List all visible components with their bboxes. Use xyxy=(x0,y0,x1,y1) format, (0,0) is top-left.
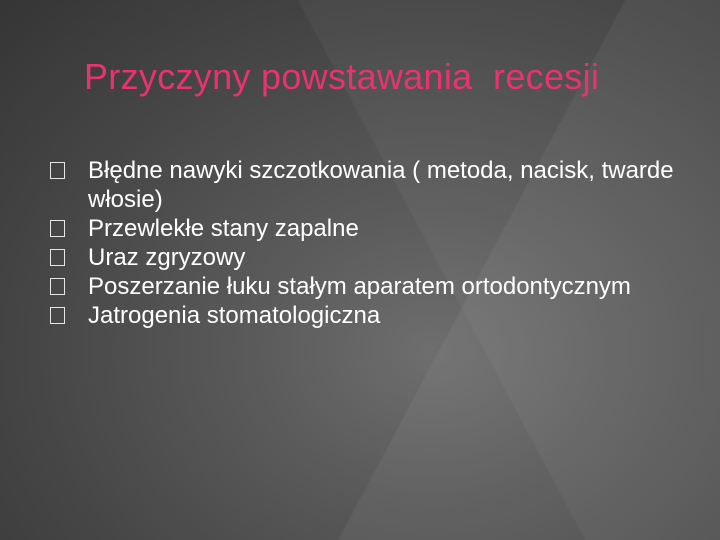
bullet-item xyxy=(50,272,690,301)
bullet-text: Jatrogenia stomatologiczna xyxy=(88,302,381,329)
square-bullet-icon xyxy=(50,307,65,324)
bullet-item xyxy=(50,156,690,214)
bullet-item xyxy=(50,301,690,330)
bullet-text: Przewlekłe stany zapalne xyxy=(88,215,359,242)
square-bullet-icon xyxy=(50,249,65,266)
bullet-text: Uraz zgryzowy xyxy=(88,244,246,271)
bullet-list xyxy=(50,156,690,330)
square-bullet-icon xyxy=(50,162,65,179)
bullet-text: Poszerzanie łuku stałym aparatem ortodontycznym xyxy=(88,273,631,300)
bullet-item xyxy=(50,243,690,272)
slide-title: Przyczyny powstawania recesji xyxy=(84,56,600,97)
bullet-item xyxy=(50,214,690,243)
square-bullet-icon xyxy=(50,278,65,295)
square-bullet-icon xyxy=(50,220,65,237)
bullet-text: Błędne nawyki szczotkowania ( metoda, nacisk, twarde włosie) xyxy=(88,157,674,213)
